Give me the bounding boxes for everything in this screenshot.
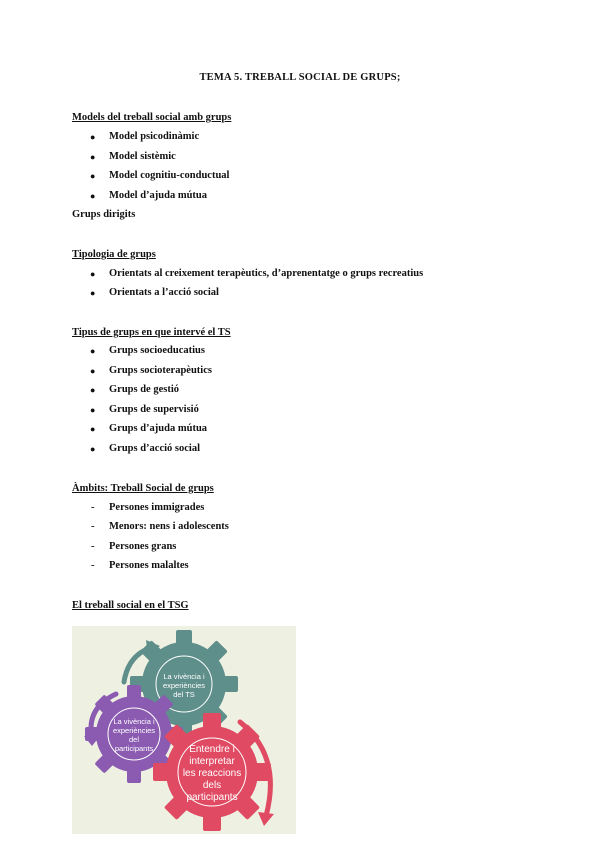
list-item: Persones immigrades — [109, 502, 205, 513]
dash-marker: - — [91, 560, 95, 571]
gear-right-label-1: Entendre i — [189, 744, 235, 755]
section-heading-tsg: El treball social en el TSG — [72, 600, 189, 611]
bullet-icon: ● — [90, 366, 96, 376]
section-heading-tipus: Tipus de grups en que intervé el TS — [72, 327, 231, 338]
bullet-icon: ● — [90, 405, 96, 415]
gear-right-label-4: dels — [202, 780, 222, 791]
page-title: TEMA 5. TREBALL SOCIAL DE GRUPS; — [199, 72, 401, 83]
list-item: Grups de gestió — [109, 384, 180, 395]
list-item: Grups socioeducatius — [109, 345, 205, 356]
bullet-icon: ● — [90, 132, 96, 142]
list-item: Grups d’ajuda mútua — [109, 423, 208, 434]
gear-right-label-3: les reaccions — [182, 768, 242, 779]
bullet-icon: ● — [90, 288, 96, 298]
gears-diagram — [72, 626, 296, 834]
list-item: Model d’ajuda mútua — [109, 190, 208, 201]
section-heading-models: Models del treball social amb grups — [72, 112, 232, 123]
list-item: Model psicodinàmic — [109, 131, 200, 142]
gear-top-label-1: La vivència i — [163, 672, 205, 681]
gear-left-label-1: La vivència i — [113, 717, 155, 726]
gear-right-label-5: participants — [186, 792, 238, 803]
dash-marker: - — [91, 521, 95, 532]
list-item: Grups de supervisió — [109, 404, 199, 415]
gear-left-label-2: experiències — [112, 726, 156, 735]
bullet-icon: ● — [90, 152, 96, 162]
bullet-icon: ● — [90, 444, 96, 454]
list-item: Grups socioterapèutics — [109, 365, 212, 376]
bullet-icon: ● — [90, 171, 96, 181]
gear-top-label-3: del TS — [173, 690, 195, 699]
section-heading-ambits: Àmbits: Treball Social de grups — [72, 483, 214, 494]
dash-marker: - — [91, 502, 95, 513]
gear-right — [153, 713, 271, 831]
bullet-icon: ● — [90, 346, 96, 356]
bullet-icon: ● — [90, 424, 96, 434]
list-item: Orientats a l’acció social — [109, 287, 219, 298]
list-item: Persones malaltes — [109, 560, 189, 571]
gear-right-label-2: interpretar — [189, 756, 235, 767]
gear-left-label-4: participants — [114, 744, 154, 753]
dash-marker: - — [91, 541, 95, 552]
gears-svg — [72, 626, 296, 834]
grups-dirigits-text: Grups dirigits — [72, 209, 136, 220]
bullet-icon: ● — [90, 269, 96, 279]
list-item: Persones grans — [109, 541, 177, 552]
bullet-icon: ● — [90, 191, 96, 201]
arrow-right-head — [258, 812, 274, 826]
list-item: Model sistèmic — [109, 151, 176, 162]
list-item: Grups d’acció social — [109, 443, 200, 454]
gear-top-label-2: experiències — [162, 681, 206, 690]
bullet-icon: ● — [90, 385, 96, 395]
list-item: Orientats al creixement terapèutics, d’aprenentatge o grups recreatius — [109, 268, 424, 279]
section-heading-tipologia: Tipologia de grups — [72, 249, 156, 260]
list-item: Menors: nens i adolescents — [109, 521, 229, 532]
gear-left-label-3: del — [128, 735, 140, 744]
list-item: Model cognitiu-conductual — [109, 170, 230, 181]
